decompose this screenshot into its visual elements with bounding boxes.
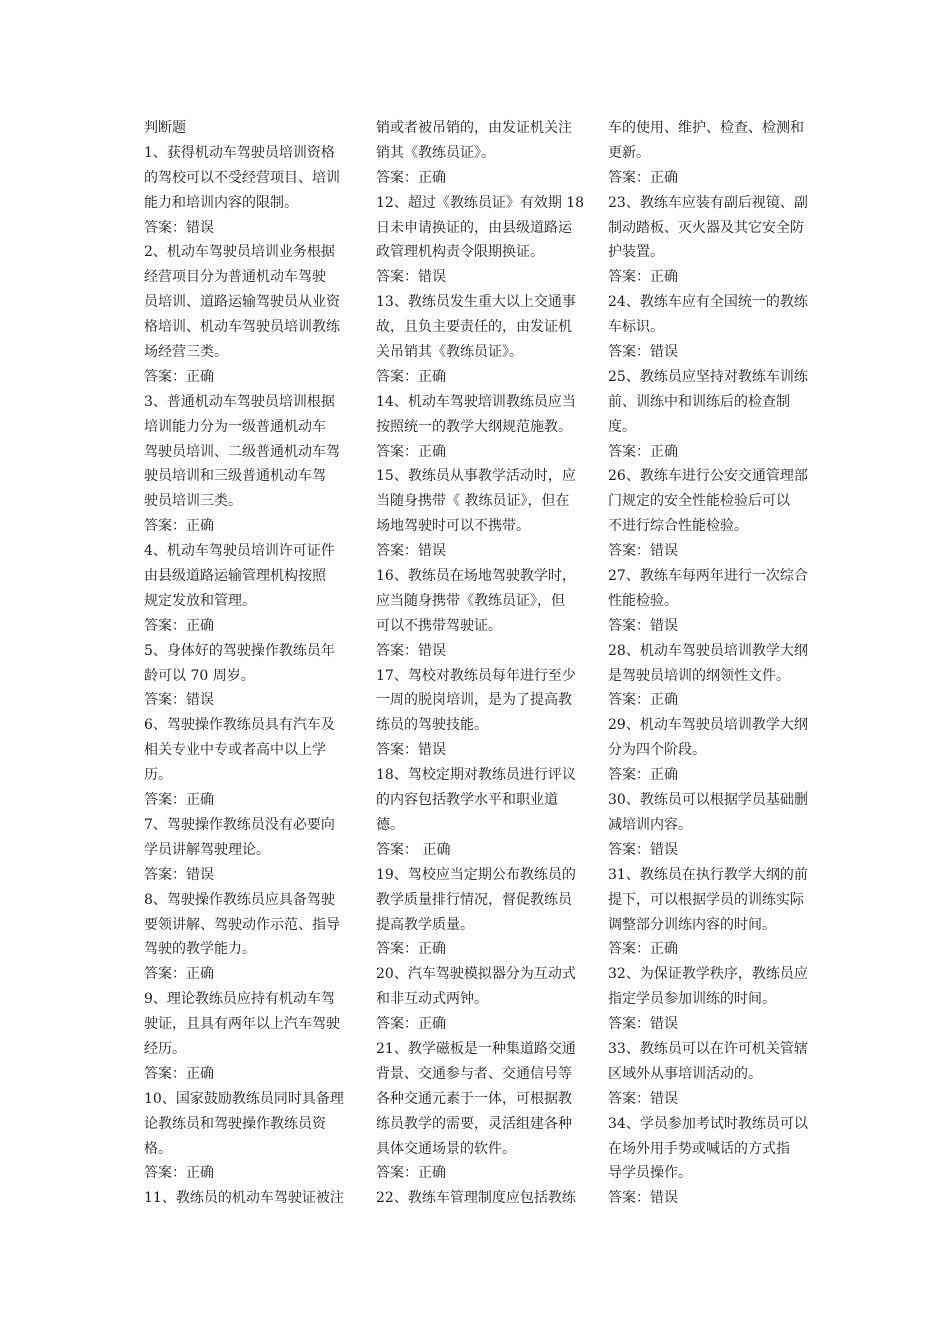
text-line: 27、教练车每两年进行一次综合 — [608, 568, 808, 585]
text-column-3 — [608, 116, 820, 1211]
text-line: 答案：正确 — [376, 443, 446, 460]
text-line: 提下，可以根据学员的训练实际 — [608, 891, 804, 908]
text-line: 教学质量排行情况，督促教练员 — [376, 891, 572, 908]
text-line: 指定学员参加训练的时间。 — [608, 991, 776, 1008]
text-line: 答案：错误 — [376, 642, 446, 659]
text-line: 背景、交通参与者、交通信号等 — [376, 1065, 572, 1082]
text-line: 减培训内容。 — [608, 816, 692, 833]
text-line: 22、教练车管理制度应包括教练 — [376, 1190, 576, 1207]
text-line: 经营项目分为普通机动车驾驶 — [144, 269, 326, 286]
text-line: 答案：正确 — [376, 941, 446, 958]
text-line: 可以不携带驾驶证。 — [376, 617, 502, 634]
text-line: 区域外从事培训活动的。 — [608, 1065, 762, 1082]
text-line: 答案：错误 — [608, 617, 678, 634]
text-column-1 — [144, 116, 356, 1211]
text-line: 5、身体好的驾驶操作教练员年 — [144, 642, 335, 659]
text-line: 答案：错误 — [144, 219, 214, 236]
text-line: 驾驶的教学能力。 — [144, 941, 256, 958]
text-line: 性能检验。 — [608, 592, 678, 609]
text-line: 答案：正确 — [608, 443, 678, 460]
text-line: 21、教学磁板是一种集道路交通 — [376, 1040, 576, 1057]
text-line: 门规定的安全性能检验后可以 — [608, 493, 790, 510]
text-line: 故，且负主要责任的，由发证机 — [376, 319, 572, 336]
text-line: 答案：正确 — [608, 269, 678, 286]
text-line: 驾驶员培训、二级普通机动车驾 — [144, 443, 340, 460]
text-line: 龄可以 70 周岁。 — [144, 667, 255, 684]
text-line: 17、驾校对教练员每年进行至少 — [376, 667, 576, 684]
text-line: 场经营三类。 — [144, 344, 228, 361]
text-line: 度。 — [608, 418, 636, 435]
text-line: 答案：错误 — [608, 1190, 678, 1207]
text-line: 驶员培训和三级普通机动车驾 — [144, 468, 326, 485]
text-line: 答案：正确 — [144, 368, 214, 385]
text-line: 答案：错误 — [608, 1090, 678, 1107]
text-line: 要领讲解、驾驶动作示范、指导 — [144, 916, 340, 933]
text-line: 答案：错误 — [608, 1016, 678, 1033]
text-line: 规定发放和管理。 — [144, 592, 256, 609]
text-line: 34、学员参加考试时教练员可以 — [608, 1115, 808, 1132]
text-line: 29、机动车驾驶员培训教学大纲 — [608, 717, 808, 734]
text-line: 24、教练车应有全国统一的教练 — [608, 294, 808, 311]
text-line: 车标识。 — [608, 319, 664, 336]
text-line: 2、机动车驾驶员培训业务根据 — [144, 244, 335, 261]
text-line: 答案：正确 — [376, 1016, 446, 1033]
text-line: 答案：错误 — [376, 742, 446, 759]
text-line: 的内容包括教学水平和职业道 — [376, 792, 558, 809]
text-line: 19、驾校应当定期公布教练员的 — [376, 866, 576, 883]
text-line: 销其《教练员证》。 — [376, 144, 495, 161]
text-line: 答案：正确 — [144, 617, 214, 634]
text-line: 6、驾驶操作教练员具有汽车及 — [144, 717, 335, 734]
text-line: 答案：正确 — [144, 966, 214, 983]
text-line: 驶员培训三类。 — [144, 493, 242, 510]
text-line: 20、汽车驾驶模拟器分为互动式 — [376, 966, 576, 983]
text-line: 15、教练员从事教学活动时，应 — [376, 468, 576, 485]
text-line: 答案：正确 — [608, 169, 678, 186]
text-line: 答案：错误 — [376, 269, 446, 286]
text-line: 判断题 — [144, 120, 186, 136]
text-line: 3、普通机动车驾驶员培训根据 — [144, 393, 335, 410]
text-line: 能力和培训内容的限制。 — [144, 194, 298, 211]
text-line: 答案：正确 — [608, 767, 678, 784]
text-line: 25、教练员应坚持对教练车训练 — [608, 368, 808, 385]
text-line: 答案：正确 — [608, 941, 678, 958]
text-line: 提高教学质量。 — [376, 916, 474, 933]
text-line: 历。 — [144, 767, 172, 784]
text-line: 德。 — [376, 816, 404, 833]
text-line: 销或者被吊销的，由发证机关注 — [376, 120, 572, 136]
text-line: 23、教练车应装有副后视镜、副 — [608, 194, 808, 211]
text-line: 前、训练中和训练后的检查制 — [608, 393, 790, 410]
text-line: 分为四个阶段。 — [608, 742, 706, 759]
text-line: 的驾校可以不受经营项目、培训 — [144, 169, 340, 186]
text-line: 当随身携带《 教练员证》，但在 — [376, 493, 570, 510]
text-line: 场地驾驶时可以不携带。 — [376, 518, 530, 535]
text-line: 答案：正确 — [376, 1165, 446, 1182]
text-line: 格培训、机动车驾驶员培训教练 — [144, 319, 340, 336]
text-line: 一周的脱岗培训，是为了提高教 — [376, 692, 572, 709]
text-line: 应当随身携带《教练员证》，但 — [376, 592, 565, 609]
text-line: 26、教练车进行公安交通管理部 — [608, 468, 808, 485]
text-line: 导学员操作。 — [608, 1165, 692, 1182]
text-line: 14、机动车驾驶培训教练员应当 — [376, 393, 576, 410]
text-line: 答案：错误 — [376, 543, 446, 560]
text-line: 是驾驶员培训的纲领性文件。 — [608, 667, 790, 684]
text-line: 7、驾驶操作教练员没有必要向 — [144, 816, 335, 833]
text-line: 答案：正确 — [144, 1065, 214, 1082]
text-line: 具体交通场景的软件。 — [376, 1140, 516, 1157]
text-line: 调整部分训练内容的时间。 — [608, 916, 776, 933]
text-line: 按照统一的教学大纲规范施教。 — [376, 418, 572, 435]
text-line: 车的使用、维护、检查、检测和 — [608, 120, 804, 136]
text-line: 在场外用手势或喊话的方式指 — [608, 1140, 790, 1157]
text-line: 答案：正确 — [376, 368, 446, 385]
text-line: 16、教练员在场地驾驶教学时， — [376, 568, 576, 585]
text-line: 10、国家鼓励教练员同时具备理 — [144, 1090, 344, 1107]
text-line: 9、理论教练员应持有机动车驾 — [144, 991, 335, 1008]
text-line: 答案：错误 — [608, 543, 678, 560]
text-line: 31、教练员在执行教学大纲的前 — [608, 866, 808, 883]
text-line: 答案：错误 — [608, 344, 678, 361]
text-line: 制动踏板、灭火器及其它安全防 — [608, 219, 804, 236]
text-line: 日未申请换证的，由县级道路运 — [376, 219, 572, 236]
text-line: 格。 — [144, 1140, 172, 1157]
text-line: 经历。 — [144, 1040, 186, 1057]
text-line: 12、超过《教练员证》有效期 18 — [376, 194, 585, 211]
text-line: 32、为保证教学秩序，教练员应 — [608, 966, 808, 983]
text-line: 培训能力分为一级普通机动车 — [144, 418, 326, 435]
text-line: 论教练员和驾驶操作教练员资 — [144, 1115, 326, 1132]
text-line: 学员讲解驾驶理论。 — [144, 841, 270, 858]
text-line: 答案：正确 — [144, 792, 214, 809]
text-line: 练员的驾驶技能。 — [376, 717, 488, 734]
text-line: 答案：正确 — [144, 518, 214, 535]
text-line: 由县级道路运输管理机构按照 — [144, 568, 326, 585]
text-line: 员培训、道路运输驾驶员从业资 — [144, 294, 340, 311]
text-line: 练员教学的需要，灵活组建各种 — [376, 1115, 572, 1132]
text-line: 答案：错误 — [144, 866, 214, 883]
text-line: 政管理机构责令限期换证。 — [376, 244, 544, 261]
text-line: 8、驾驶操作教练员应具备驾驶 — [144, 891, 335, 908]
text-line: 护装置。 — [608, 244, 664, 261]
text-line: 11、教练员的机动车驾驶证被注 — [144, 1190, 344, 1207]
text-line: 关吊销其《教练员证》。 — [376, 344, 523, 361]
text-line: 答案： 正确 — [376, 841, 451, 858]
text-line: 各种交通元素于一体，可根据教 — [376, 1090, 572, 1107]
text-column-2 — [376, 116, 588, 1211]
text-line: 13、教练员发生重大以上交通事 — [376, 294, 576, 311]
text-line: 30、教练员可以根据学员基础删 — [608, 792, 808, 809]
text-line: 不进行综合性能检验。 — [608, 518, 748, 535]
text-line: 答案：错误 — [144, 692, 214, 709]
text-line: 相关专业中专或者高中以上学 — [144, 742, 326, 759]
text-line: 33、教练员可以在许可机关管辖 — [608, 1040, 808, 1057]
text-line: 答案：正确 — [376, 169, 446, 186]
text-line: 更新。 — [608, 144, 650, 161]
text-line: 答案：正确 — [608, 692, 678, 709]
text-line: 1、获得机动车驾驶员培训资格 — [144, 144, 335, 161]
text-line: 4、机动车驾驶员培训许可证件 — [144, 543, 335, 560]
text-line: 答案：错误 — [608, 841, 678, 858]
text-line: 答案：正确 — [144, 1165, 214, 1182]
text-line: 和非互动式两钟。 — [376, 991, 488, 1008]
text-line: 驶证，且具有两年以上汽车驾驶 — [144, 1016, 340, 1033]
text-line: 18、驾校定期对教练员进行评议 — [376, 767, 576, 784]
text-line: 28、机动车驾驶员培训教学大纲 — [608, 642, 808, 659]
